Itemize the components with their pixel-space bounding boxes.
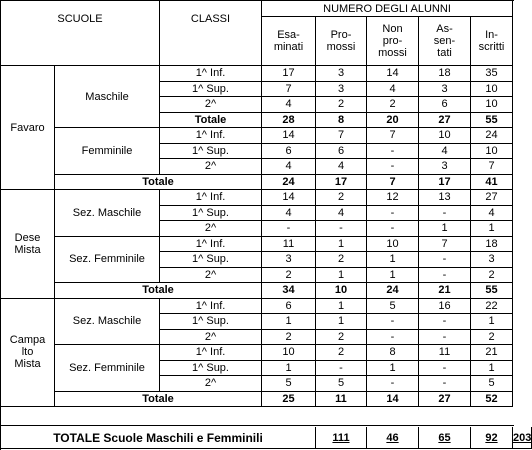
row-value: 1	[316, 299, 367, 315]
section-name: Sez. Maschile	[55, 299, 160, 346]
row-value: 4	[471, 206, 513, 222]
row-value: 1	[262, 361, 316, 377]
row-classe: 1^ Sup.	[160, 252, 262, 268]
row-classe: 1^ Inf.	[160, 299, 262, 315]
row-classe: 2^	[160, 376, 262, 392]
row-value: 14	[262, 128, 316, 144]
grand-total-value: 203	[513, 427, 532, 449]
row-value: 1	[471, 314, 513, 330]
row-value: 27	[419, 113, 471, 129]
header-col-1: Esa- minati	[262, 17, 316, 66]
school-total-value: 10	[316, 283, 367, 299]
row-value: 1	[471, 221, 513, 237]
row-value: 28	[262, 113, 316, 129]
row-value: 3	[316, 66, 367, 82]
row-value: 2	[471, 330, 513, 346]
school-total-value: 27	[419, 392, 471, 408]
school-total-value: 25	[262, 392, 316, 408]
school-name: Dese Mista	[1, 190, 55, 299]
section-name: Maschile	[55, 66, 160, 128]
row-value: 3	[316, 82, 367, 98]
row-value: 6	[262, 299, 316, 315]
row-value: 10	[262, 345, 316, 361]
row-value: 3	[419, 82, 471, 98]
school-total-label: Totale	[55, 283, 262, 299]
row-classe: 1^ Inf.	[160, 190, 262, 206]
row-classe: 1^ Inf.	[160, 66, 262, 82]
row-classe: 1^ Inf.	[160, 128, 262, 144]
row-classe: 1^ Sup.	[160, 314, 262, 330]
row-value: 2	[471, 268, 513, 284]
school-total-label: Totale	[55, 175, 262, 191]
row-classe: 2^	[160, 159, 262, 175]
row-value: 3	[471, 252, 513, 268]
row-value: 2	[262, 330, 316, 346]
row-value: 2	[316, 97, 367, 113]
row-value: 6	[262, 144, 316, 160]
row-value: -	[419, 330, 471, 346]
row-value: 17	[262, 66, 316, 82]
row-value: 13	[419, 190, 471, 206]
row-value: 7	[367, 128, 419, 144]
school-name: Campa lto Mista	[1, 299, 55, 408]
row-value: 1	[262, 314, 316, 330]
row-classe: 1^ Sup.	[160, 361, 262, 377]
row-value: 1	[367, 361, 419, 377]
school-total-value: 41	[471, 175, 513, 191]
row-value: -	[419, 376, 471, 392]
row-value: 24	[471, 128, 513, 144]
row-value: 11	[419, 345, 471, 361]
grand-total-value: 92	[471, 427, 513, 449]
school-total-label: Totale	[55, 392, 262, 408]
row-value: 8	[367, 345, 419, 361]
row-value: 10	[471, 97, 513, 113]
header-col-5: In- scritti	[471, 17, 513, 66]
school-total-value: 55	[471, 283, 513, 299]
row-value: 35	[471, 66, 513, 82]
row-value: 55	[471, 113, 513, 129]
row-value: 4	[419, 144, 471, 160]
row-value: -	[419, 361, 471, 377]
row-value: 10	[471, 82, 513, 98]
header-col-2: Pro- mossi	[316, 17, 367, 66]
row-value: 8	[316, 113, 367, 129]
row-value: 14	[367, 66, 419, 82]
row-classe: 1^ Inf.	[160, 237, 262, 253]
row-value: 5	[471, 376, 513, 392]
row-value: -	[419, 252, 471, 268]
row-value: -	[367, 330, 419, 346]
row-value: 12	[367, 190, 419, 206]
row-classe: 2^	[160, 97, 262, 113]
row-value: 5	[316, 376, 367, 392]
row-value: 11	[262, 237, 316, 253]
row-value: 6	[316, 144, 367, 160]
row-value: 4	[316, 159, 367, 175]
double-rule	[0, 425, 514, 426]
row-value: 2	[262, 268, 316, 284]
header-scuole: SCUOLE	[1, 1, 160, 66]
school-total-value: 17	[316, 175, 367, 191]
row-classe: 1^ Sup.	[160, 82, 262, 98]
row-classe: 2^	[160, 268, 262, 284]
row-value: 21	[471, 345, 513, 361]
row-value: 1	[316, 268, 367, 284]
row-value: 18	[419, 66, 471, 82]
row-value: 3	[262, 252, 316, 268]
row-value: 5	[367, 299, 419, 315]
row-classe: 1^ Sup.	[160, 206, 262, 222]
section-name: Femminile	[55, 128, 160, 175]
row-value: 7	[262, 82, 316, 98]
row-value: 10	[471, 144, 513, 160]
row-value: 7	[471, 159, 513, 175]
row-value: 2	[316, 190, 367, 206]
row-classe: 1^ Inf.	[160, 345, 262, 361]
row-value: 2	[316, 330, 367, 346]
grand-total-label: TOTALE Scuole Maschili e Femminili	[1, 427, 316, 449]
row-value: -	[316, 361, 367, 377]
row-value: 1	[367, 252, 419, 268]
school-total-value: 11	[316, 392, 367, 408]
row-value: 4	[316, 206, 367, 222]
row-value: 1	[367, 268, 419, 284]
row-value: 27	[471, 190, 513, 206]
grand-total-value: 111	[316, 427, 367, 449]
row-value: -	[419, 314, 471, 330]
row-value: 4	[262, 97, 316, 113]
row-classe: 1^ Sup.	[160, 144, 262, 160]
row-value: 1	[316, 314, 367, 330]
school-total-value: 21	[419, 283, 471, 299]
row-value: 7	[419, 237, 471, 253]
row-value: 1	[316, 237, 367, 253]
row-value: 2	[316, 252, 367, 268]
header-classi: CLASSI	[160, 1, 262, 66]
row-value: -	[367, 206, 419, 222]
row-value: 20	[367, 113, 419, 129]
row-value: 18	[471, 237, 513, 253]
row-value: -	[419, 206, 471, 222]
section-name: Sez. Femminile	[55, 345, 160, 392]
row-value: 4	[367, 82, 419, 98]
header-col-4: As- sen- tati	[419, 17, 471, 66]
row-value: -	[367, 376, 419, 392]
school-total-value: 24	[262, 175, 316, 191]
row-classe: 2^	[160, 221, 262, 237]
row-value: 4	[262, 206, 316, 222]
row-value: -	[367, 314, 419, 330]
row-value: 4	[262, 159, 316, 175]
row-value: 5	[262, 376, 316, 392]
school-total-value: 34	[262, 283, 316, 299]
row-value: 1	[471, 361, 513, 377]
row-value: 7	[316, 128, 367, 144]
row-total-label: Totale	[160, 113, 262, 129]
school-total-value: 17	[419, 175, 471, 191]
school-total-value: 52	[471, 392, 513, 408]
row-value: -	[367, 221, 419, 237]
school-total-value: 24	[367, 283, 419, 299]
row-value: 10	[367, 237, 419, 253]
school-total-value: 7	[367, 175, 419, 191]
header-col-3: Non pro- mossi	[367, 17, 419, 66]
row-value: 2	[367, 97, 419, 113]
grand-total-value: 65	[419, 427, 471, 449]
row-value: 6	[419, 97, 471, 113]
grand-total-value: 46	[367, 427, 419, 449]
row-value: 3	[419, 159, 471, 175]
row-value: -	[262, 221, 316, 237]
row-classe: 2^	[160, 330, 262, 346]
row-value: -	[316, 221, 367, 237]
row-value: 16	[419, 299, 471, 315]
row-value: -	[367, 159, 419, 175]
school-total-value: 14	[367, 392, 419, 408]
row-value: 2	[316, 345, 367, 361]
row-value: -	[367, 144, 419, 160]
school-name: Favaro	[1, 66, 55, 190]
section-name: Sez. Maschile	[55, 190, 160, 237]
row-value: -	[419, 268, 471, 284]
header-numero-alunni: NUMERO DEGLI ALUNNI	[262, 1, 513, 17]
row-value: 10	[419, 128, 471, 144]
row-value: 1	[419, 221, 471, 237]
section-name: Sez. Femminile	[55, 237, 160, 284]
row-value: 14	[262, 190, 316, 206]
row-value: 22	[471, 299, 513, 315]
